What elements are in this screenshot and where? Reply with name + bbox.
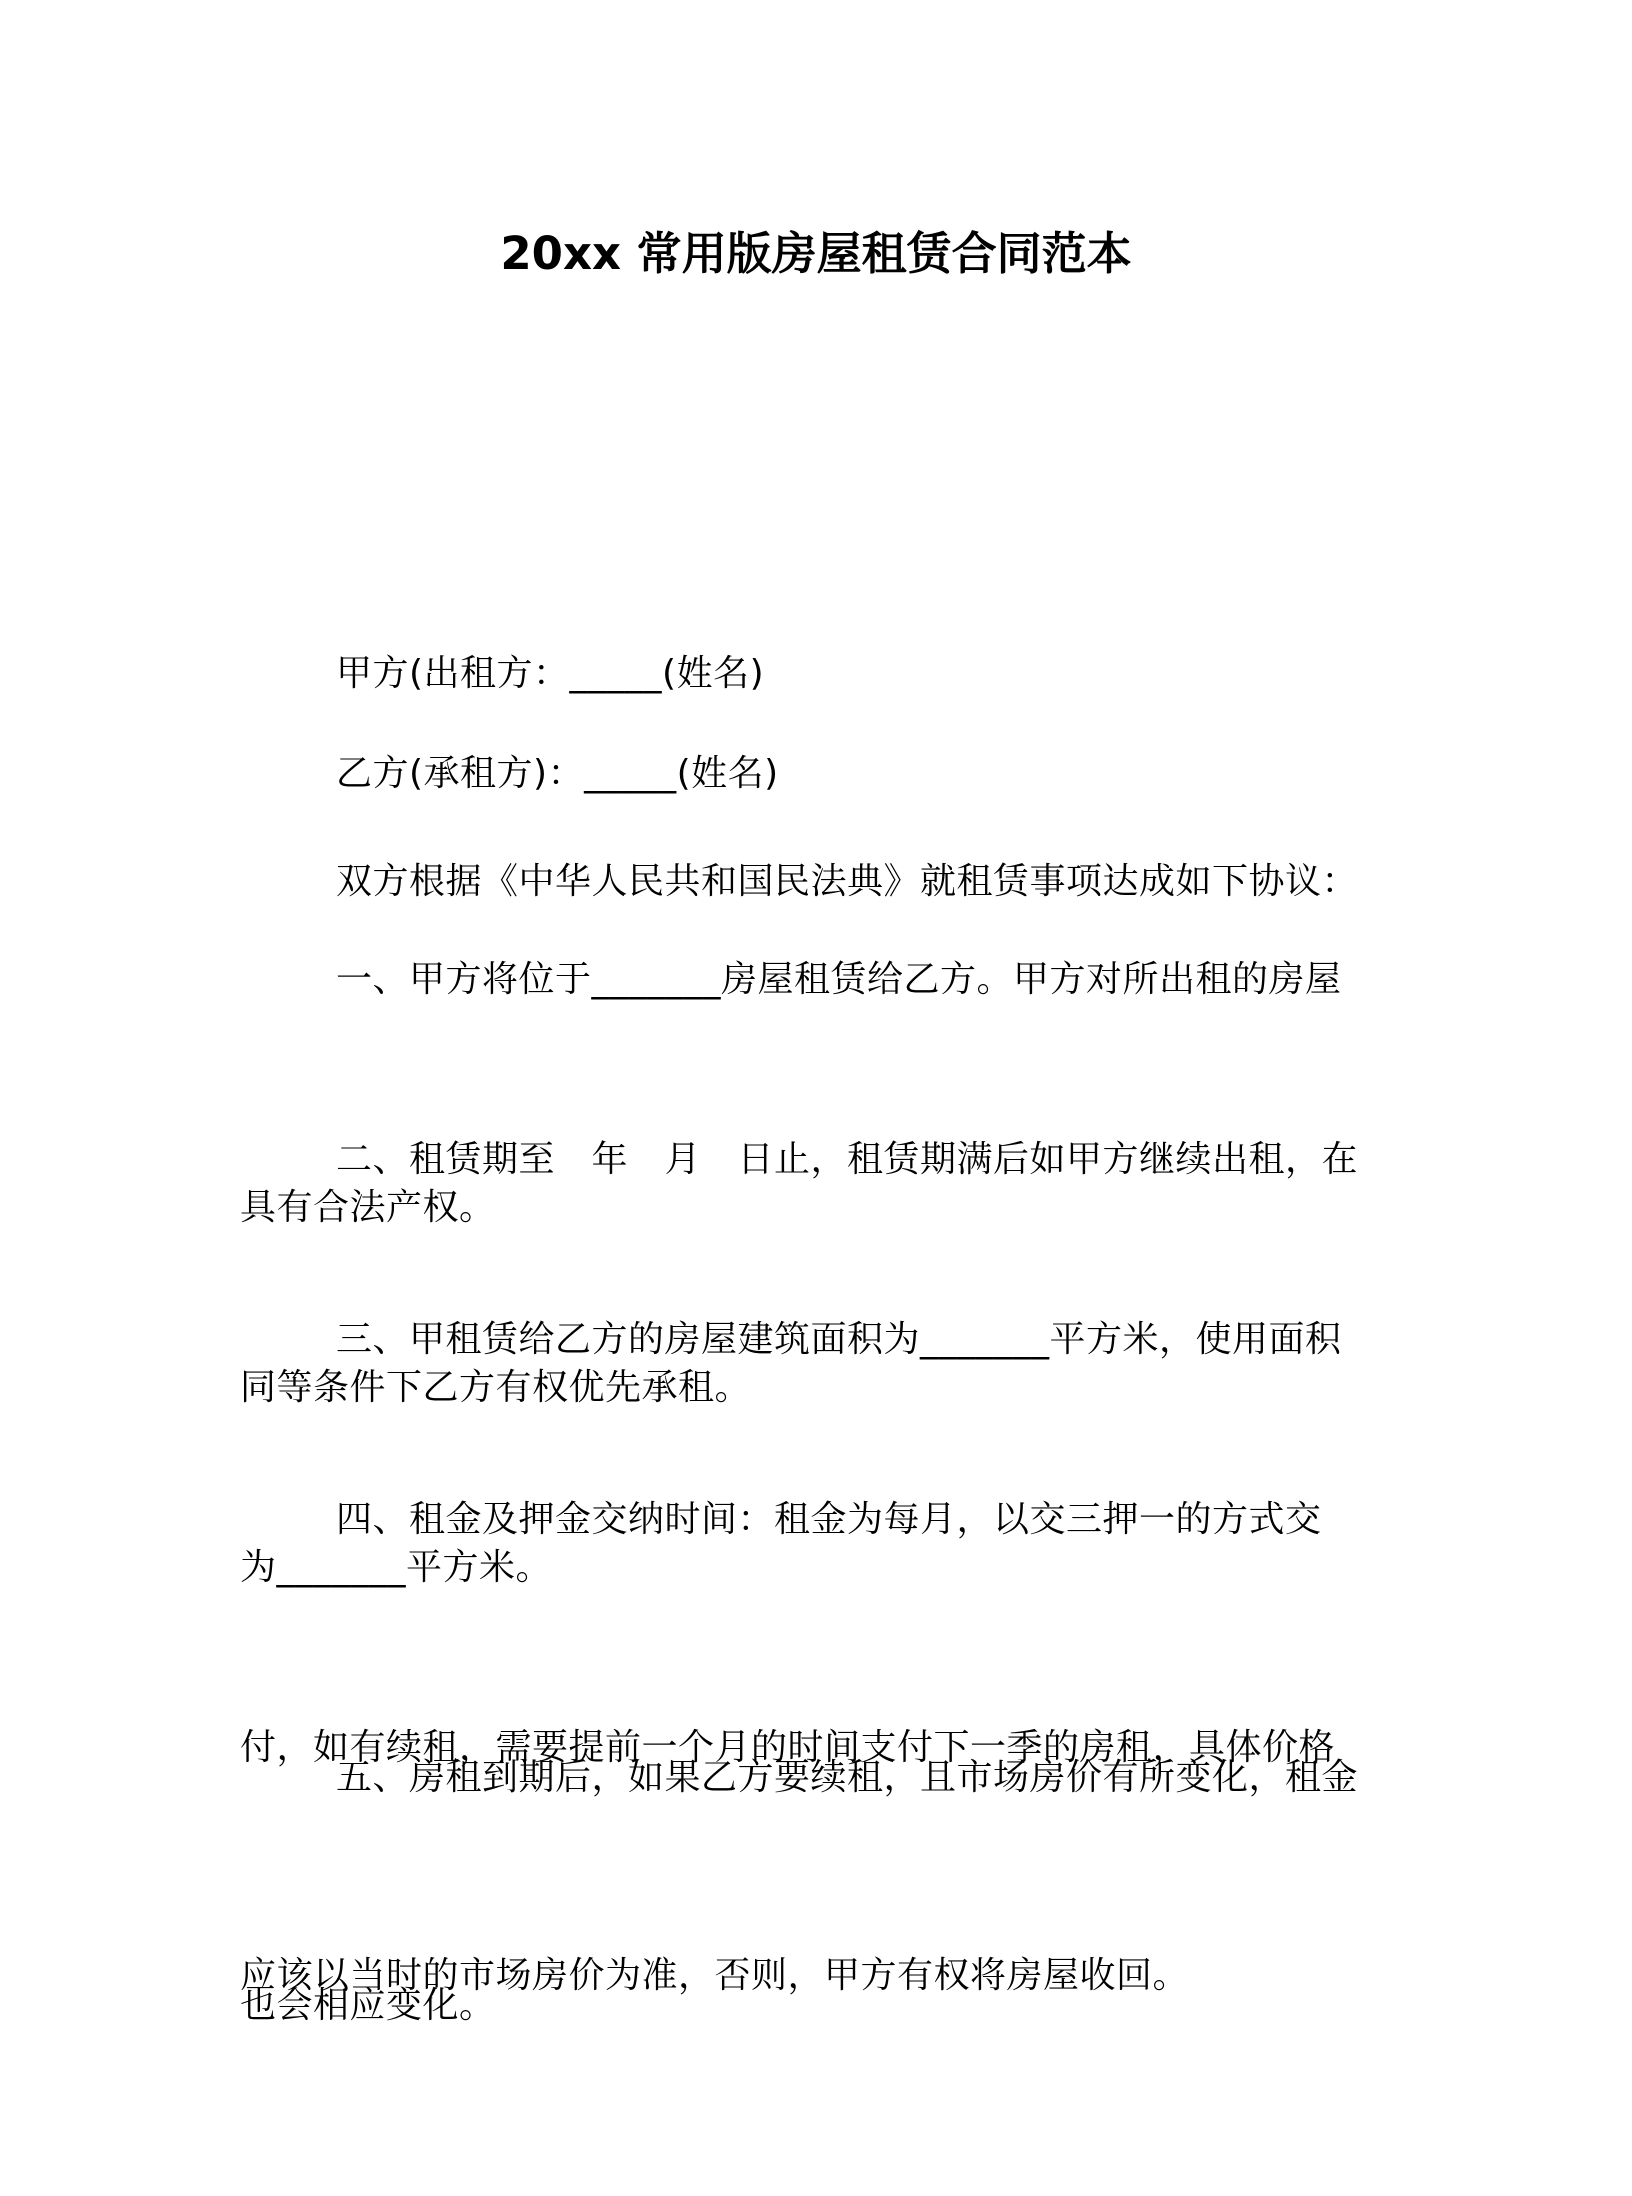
clause-3-line-2: 为_______平方米。 <box>240 1547 553 1588</box>
party-b-text: 乙方(承租方)：_____(姓名) <box>336 753 779 794</box>
clause-1-line-2: 具有合法产权。 <box>240 1187 496 1228</box>
clause-2-line-2: 同等条件下乙方有权优先承租。 <box>240 1367 752 1408</box>
clause-5-line-2: 也会相应变化。 <box>240 1985 496 2026</box>
clause-2-line-1: 二、租赁期至 年 月 日止，租赁期满后如甲方继续出租，在 <box>336 1139 1359 1180</box>
party-a-text: 甲方(出租方：_____(姓名) <box>336 653 765 694</box>
clause-3-line-1: 三、甲租赁给乙方的房屋建筑面积为_______平方米，使用面积 <box>336 1319 1342 1360</box>
preamble-text: 双方根据《中华人民共和国民法典》就租赁事项达成如下协议： <box>336 861 1359 902</box>
document-title: 20xx 常用版房屋租赁合同范本 <box>500 227 1132 280</box>
clause-4-line-1: 四、租金及押金交纳时间：租金为每月，以交三押一的方式交 <box>336 1499 1322 1540</box>
clause-1-line-1: 一、甲方将位于_______房屋租赁给乙方。甲方对所出租的房屋 <box>336 959 1342 1000</box>
clause-5 <box>240 1588 1372 2196</box>
clause-4-line-2: 付，如有续租，需要提前一个月的时间支付下一季的房租，具体价格 <box>240 1727 1336 1768</box>
clause-5-line-1: 五、房租到期后，如果乙方要续租，且市场房价有所变化，租金 <box>336 1757 1359 1798</box>
clause-4-line-3: 应该以当时的市场房价为准，否则，甲方有权将房屋收回。 <box>240 1955 1190 1996</box>
